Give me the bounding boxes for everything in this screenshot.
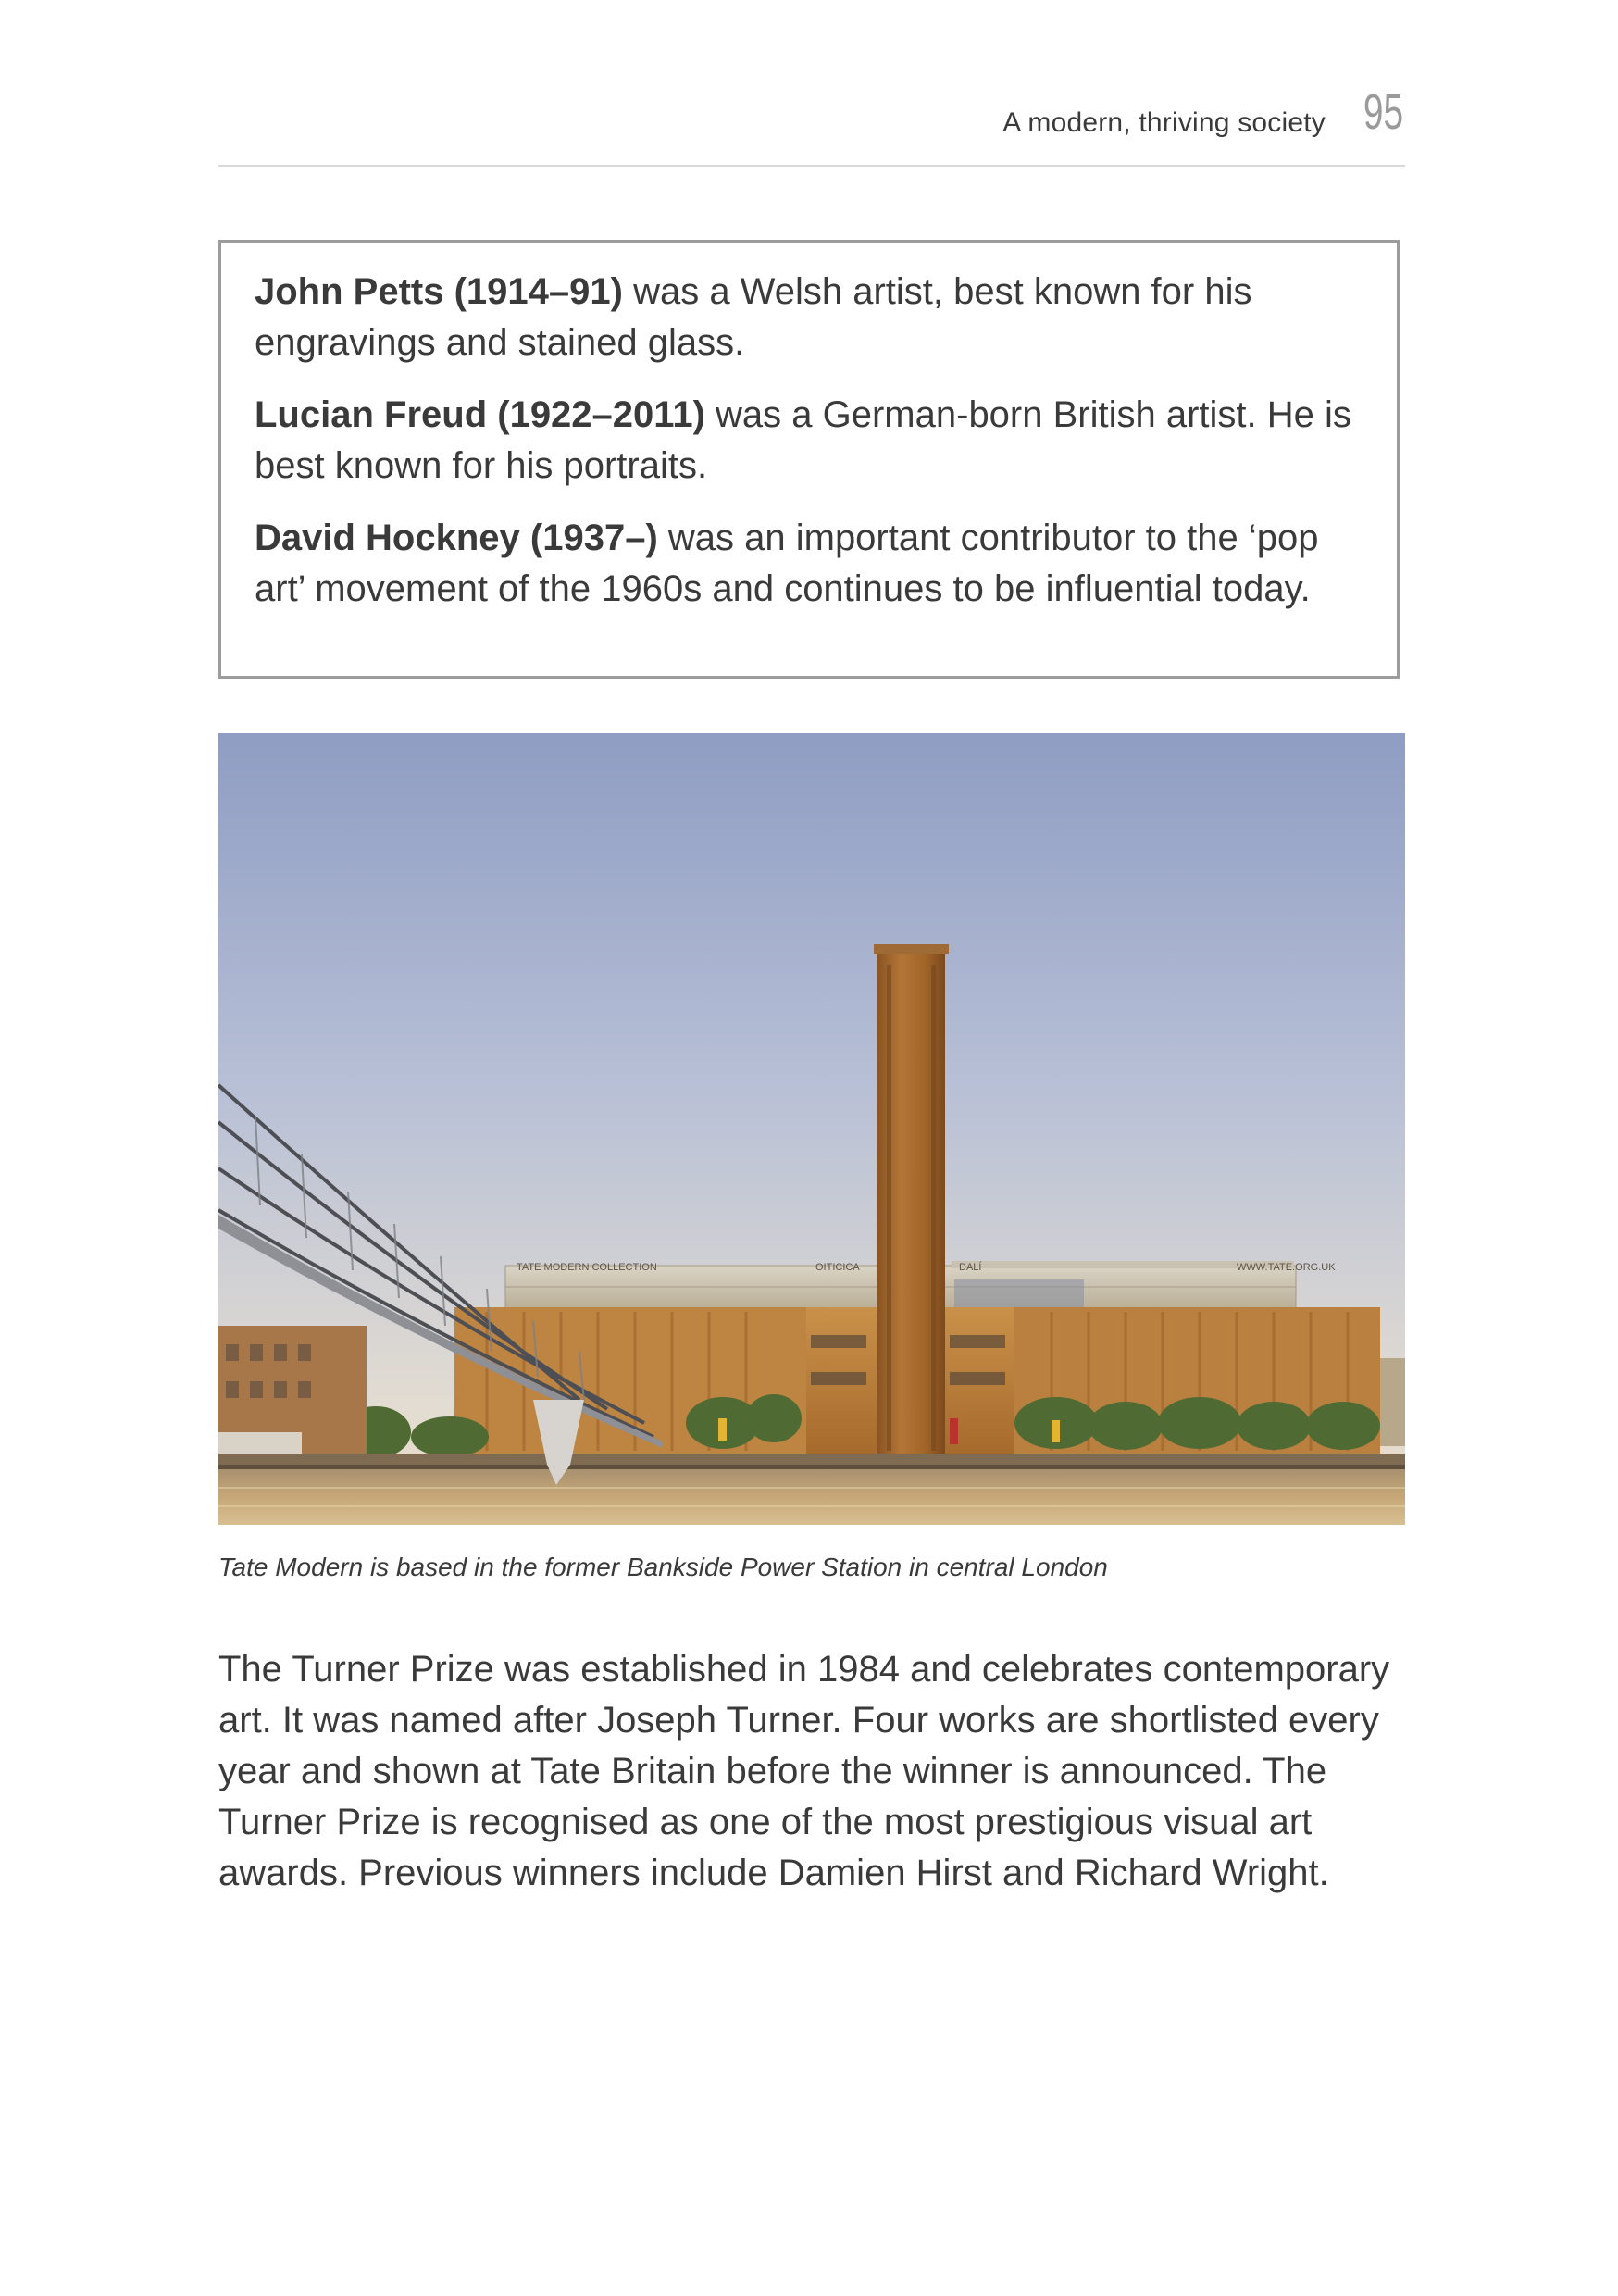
embankment bbox=[218, 1454, 1405, 1465]
banner-yellow-2 bbox=[1052, 1420, 1060, 1442]
profile-lucian-freud bbox=[255, 390, 1363, 492]
sign-oiticica: OITICICA bbox=[815, 1262, 860, 1273]
chimney-cap bbox=[874, 944, 949, 954]
banner-red bbox=[950, 1418, 958, 1444]
profile-david-hockney bbox=[255, 513, 1363, 615]
profile-text: was an important contributor to the ‘pop art’ movement of the 1960s and continues to be influential today. bbox=[255, 518, 1319, 609]
banner-yellow bbox=[718, 1418, 727, 1441]
page-header bbox=[218, 85, 1405, 167]
glass-band-right bbox=[954, 1279, 1084, 1307]
photo-caption: Tate Modern is based in the former Bankside Power Station in central London bbox=[218, 1553, 1108, 1581]
profile-name: David Hockney (1937–) bbox=[255, 518, 658, 558]
river bbox=[218, 1469, 1405, 1525]
profile-name: Lucian Freud (1922–2011) bbox=[255, 394, 705, 435]
artist-profiles-box bbox=[218, 240, 1400, 679]
turner-prize-paragraph: The Turner Prize was established in 1984 and celebrates contemporary art. It was named after Joseph Turner. Four works are shortlisted every year and shown at Tate Britain before the winner is announced. The Turner Prize is recognised as one of the most prestigious visual art awards. Previous winners include Damien Hirst and Richard Wright. bbox=[218, 1649, 1390, 1893]
profile-name: John Petts (1914–91) bbox=[255, 271, 623, 312]
profile-john-petts bbox=[255, 267, 1363, 368]
sign-website: WWW.TATE.ORG.UK bbox=[1237, 1262, 1336, 1273]
sign-collection: TATE MODERN COLLECTION bbox=[517, 1262, 657, 1273]
sign-dali: DALÍ bbox=[959, 1262, 982, 1273]
tate-modern-illustration bbox=[218, 733, 1405, 1525]
profile-text: was a German-born British artist. He is best known for his portraits. bbox=[255, 394, 1351, 486]
tate-modern-photo bbox=[218, 733, 1405, 1525]
profile-text: was a Welsh artist, best known for his engravings and stained glass. bbox=[255, 271, 1252, 363]
running-title: A modern, thriving society bbox=[1002, 107, 1326, 138]
page-number: 95 bbox=[1363, 84, 1403, 140]
